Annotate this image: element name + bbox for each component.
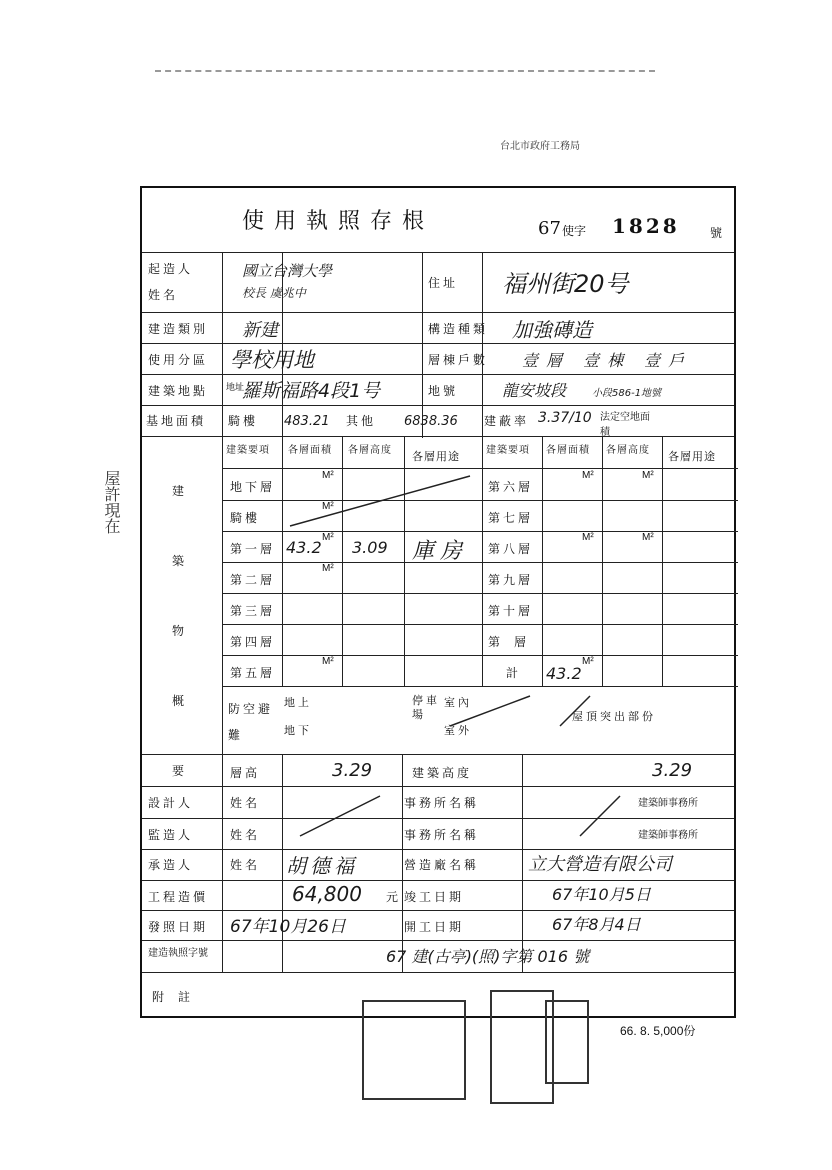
floor-label: 第一層 [230,542,276,556]
permit-prefix: 67 [538,218,561,239]
shelter-label: 防空避難 [228,702,274,742]
contractor-name-label: 姓名 [230,858,261,872]
header-area-2: 各層面積 [546,445,590,456]
permit-char: 使字 [562,224,587,238]
site-value: 羅斯福路4段1号 [242,380,381,402]
floor-label: 第層 [488,635,541,649]
top-stamp: 台北市政府工務局 [500,141,580,152]
structure-label: 構造種類 [428,322,489,336]
designer-label: 設計人 [148,796,194,810]
seal-stamp [362,1000,466,1100]
form-title: 使用執照存根 [242,209,435,234]
parking-label: 停車場 [412,694,440,721]
total-area: 43.2 [546,664,582,683]
other-value: 6838.36 [404,414,458,429]
completion-value: 67年10月5日 [552,885,651,904]
area-label: 基地面積 [146,414,207,428]
builder-value2: 校長 虞兆中 [242,286,306,300]
coverage-label: 建蔽率 [484,414,530,428]
floor-label: 第十層 [488,604,534,618]
designer-office-label: 事務所名稱 [404,796,480,810]
cost-value: 64,800 [292,882,362,906]
floors-value: 壹層 壹棟 壹戶 [522,351,693,370]
first-floor-use: 庫房 [412,539,469,564]
header-use-2: 各層用途 [668,450,716,463]
floor-label: 計 [506,666,522,680]
header-item-2: 建築要項 [486,445,530,456]
zoning-value: 學校用地 [230,348,314,372]
floors-label: 層棟戶數 [428,353,489,367]
bheight-label: 建築高度 [412,766,473,780]
floor-label: 第九層 [488,573,534,587]
height-value: 3.29 [332,760,373,781]
permit-suffix: 號 [710,226,723,240]
contractor-company: 立大營造有限公司 [528,854,672,875]
arcade-label: 騎樓 [228,414,259,428]
build-type-label: 建造類別 [148,322,209,336]
builder-label: 起造人 [148,262,194,276]
permit-number: 1828 [612,214,680,238]
supervisor-label: 監造人 [148,828,194,842]
lot-detail: 小段586-1地號 [592,388,662,399]
site-label: 建築地點 [148,384,209,398]
lot-label: 地號 [428,384,459,398]
handwritten-strikes [140,186,736,1018]
roof-label: 屋頂突出部份 [572,710,656,723]
shelter-up: 地上 [284,696,312,709]
other-label: 其他 [346,414,377,428]
permit-form: 使用執照存根 67 使字 1828 號 起造人 姓名 國立台灣大學 校長 虞兆中 住址 福州街20号 建造類別 新建 構造種類 加強磚造 使用分區 學校用地 層棟戶數 壹層 壹棟 壹戶 建築地點 地址 羅斯福路4段1号 地號 龍安坡段 小段586-1地號 基地面積 騎樓 483.21 其他 6838.36 建蔽率 3.37/10 法定空地面積 建 築 物 概 要 建築要項 各層面積 各層高度 各層用途 建築要項 各層面積 各層高度 各層用途 地下層 騎樓 第一層 第二層 第三層 第四層 第五層 第六層 第七層 第八層 第九層 第十層 第層 計 M² M² M² M² M² M² M² M² M² M² 43.2 3.09 庫房 43.2 防空避難 地上 地下 停車場 室內 室外 屋頂突出部份 層高 3.29 建築高度 3.29 設計人 姓名 事務所名稱 建築師事務所 監造人 姓名 事務所名稱 建築師事務所 承造人 姓名 胡德福 營造廠名稱 立大營造有限公司 工程造價 64,800 元 竣工日期 67年10月5日 發照日期 67年10月26日 開工日期 67年8月4日 建造執照字號 67 建(古亭)(照)字第 016 號 附註 [140,186,736,1018]
coverage-value: 3.37/10 [538,410,592,426]
first-floor-height: 3.09 [352,538,388,557]
floor-label: 第四層 [230,635,276,649]
designer-name-label: 姓名 [230,796,261,810]
start-value: 67年8月4日 [552,915,641,934]
builder-value: 國立台灣大學 [242,262,333,280]
permit-label: 建造執照字號 [148,948,208,959]
address-value: 福州街20号 [502,270,629,298]
supervisor-name-label: 姓名 [230,828,261,842]
build-type-value: 新建 [242,320,278,341]
print-info: 66. 8. 5,000份 [620,1024,696,1038]
floor-label: 第六層 [488,480,534,494]
structure-value: 加強磚造 [512,318,592,342]
lot-value: 龍安坡段 [502,381,567,400]
header-area: 各層面積 [288,445,332,456]
floor-label: 第八層 [488,542,534,556]
cost-unit: 元 [386,890,402,904]
builder-name-label: 姓名 [148,288,179,302]
scan-artifact [155,70,655,72]
address-label: 住址 [428,276,459,290]
height-label: 層高 [230,766,261,780]
parking-out: 室外 [444,724,472,737]
contractor-company-label: 營造廠名稱 [404,858,480,872]
remark-label: 附註 [152,990,205,1004]
header-height-2: 各層高度 [606,445,650,456]
start-label: 開工日期 [404,920,465,934]
floor-label: 第七層 [488,511,534,525]
seal-stamp [545,1000,589,1084]
cost-label: 工程造價 [148,890,209,904]
bheight-value: 3.29 [652,760,693,781]
first-floor-area: 43.2 [286,538,322,557]
legal-label: 法定空地面積 [600,412,650,438]
contractor-name: 胡德福 [286,854,358,878]
floor-label: 第五層 [230,666,276,680]
completion-label: 竣工日期 [404,890,465,904]
header-item: 建築要項 [226,445,270,456]
site-sub-label: 地址 [226,383,245,393]
floor-label: 第三層 [230,604,276,618]
floor-label: 第二層 [230,573,276,587]
shelter-down: 地下 [284,724,312,737]
arcade-value: 483.21 [284,414,330,429]
issue-value: 67年10月26日 [230,917,346,937]
zoning-label: 使用分區 [148,353,209,367]
header-height: 各層高度 [348,445,392,456]
building-summary-side-label: 建 築 物 概 要 [172,484,185,778]
parking-in: 室內 [444,696,472,709]
side-stamp: 屋許現在 [102,470,121,534]
floor-label: 地下層 [230,480,276,494]
permit-value: 67 建(古亭)(照)字第 016 號 [386,947,590,966]
issue-label: 發照日期 [148,920,209,934]
supervisor-architect-office: 建築師事務所 [638,830,698,841]
floor-label: 騎樓 [230,511,261,525]
supervisor-office-label: 事務所名稱 [404,828,480,842]
header-use: 各層用途 [412,450,460,463]
contractor-label: 承造人 [148,858,194,872]
designer-architect-office: 建築師事務所 [638,798,698,809]
